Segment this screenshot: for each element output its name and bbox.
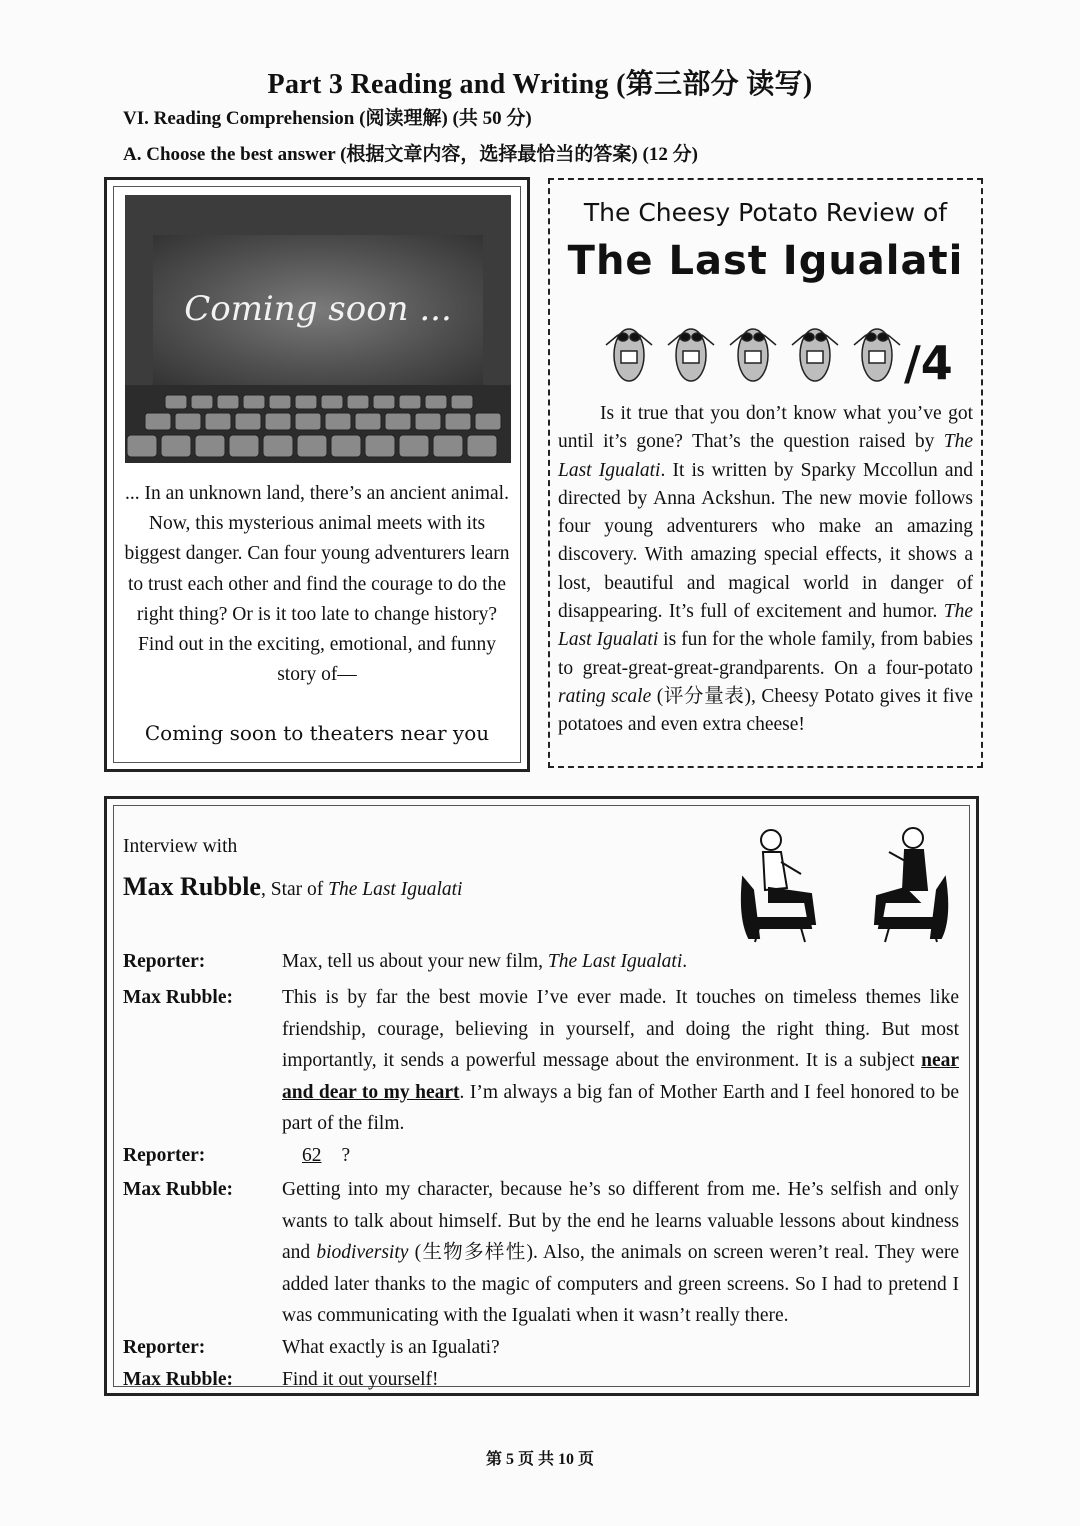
potato-review (548, 178, 983, 768)
coming-soon-caption: Coming soon ... (184, 289, 452, 329)
answer-1: This is by far the best movie I’ve ever made. It touches on timeless themes like friendship, courage, believing in yourself, and doing the right thing. But most importantly, it sends a powerful message about the environment. It is a subject near and dear to my heart. I’m always a big fan of Mother Earth and I feel honored to be part of the film. (282, 987, 959, 1134)
interview-illustration (729, 818, 969, 943)
speaker-reporter: Reporter: (123, 1337, 206, 1358)
movie-poster (104, 177, 530, 772)
poster-footer: Coming soon to theaters near you (144, 721, 490, 745)
section-vi-heading: VI. Reading Comprehension (阅读理解) (共 50 分) (123, 108, 532, 129)
potato-rating-icons (602, 305, 962, 395)
speaker-max: Max Rubble: (123, 1369, 233, 1390)
potato-icon (606, 329, 900, 381)
speaker-max: Max Rubble: (123, 987, 233, 1008)
interview-intro: Interview with (123, 836, 238, 857)
underlined-phrase: near and dear to my heart (282, 1050, 959, 1103)
poster-text: ... In an unknown land, there’s an ancient animal. Now, this mysterious animal meets with its biggest danger. Can four young adventurers learn to trust each other and find the courage to do the right thing? Or is it too late to change history? Find out in the exciting, emotional, and funny story of— (124, 483, 510, 686)
theater-seats-illustration (125, 195, 511, 463)
rating-scale-term: rating scale (558, 685, 652, 707)
interview-subject: Max Rubble, Star of The Last Igualati (123, 872, 463, 901)
interview-row-q2 (123, 1140, 959, 1172)
section-a-instruction: A. Choose the best answer (根据文章内容，选择最恰当的答案) (12 分) (123, 144, 698, 165)
question-2: 62 ? (282, 1140, 959, 1172)
review-header: The Cheesy Potato Review of (583, 198, 948, 227)
answer-2: Getting into my character, because he’s so different from me. He’s selfish and only wants to talk about himself. But by the end he learns valuable lessons about kindness and biodiversity (生物多样性). Also, the animals on screen weren’t real. They were added later thanks to the magic of computers and green screens. So I had to pretend I was communicating with the Igualati when it wasn’t really there. (282, 1179, 959, 1326)
review-text: Is it true that you don’t know what you’ve got until it’s gone? That’s the question raised by The Last Igualati. It is written by Sparky Mccollun and directed by Anna Ackshun. The new movie follows four young adventurers who make an amazing discovery. With amazing special effects, it shows a lost, beautiful and magical world in danger of disappearing. It’s full of excitement and humor. The Last Igualati is fun for the whole family, from babies to great-great-great-grandparents. On a four-potato rating scale (评分量表), Cheesy Potato gives it five potatoes and even extra cheese! (558, 403, 973, 736)
speaker-reporter: Reporter: (123, 1145, 206, 1166)
speaker-max: Max Rubble: (123, 1179, 233, 1200)
interview-row-q1 (123, 946, 959, 978)
interview-row-a1 (123, 982, 959, 1140)
movie-title-inline: The Last Igualati (558, 431, 973, 481)
blank-62: 62 (302, 1145, 322, 1166)
interview-row-a3 (123, 1364, 959, 1396)
theater-image (125, 195, 511, 463)
rating-suffix: /4 (904, 336, 953, 390)
speaker-reporter: Reporter: (123, 951, 206, 972)
part-title: Part 3 Reading and Writing (第三部分 读写) (267, 69, 813, 100)
review-movie-title: The Last Igualati (567, 238, 964, 284)
star-name: Max Rubble (123, 872, 261, 901)
interview-row-a2 (123, 1174, 959, 1332)
question-1: Max, tell us about your new film, The Last Igualati. (282, 951, 688, 972)
answer-3: Find it out yourself! (282, 1369, 439, 1390)
interview-row-q3 (123, 1332, 959, 1364)
question-3: What exactly is an Igualati? (282, 1337, 500, 1358)
page-number: 第 5 页 共 10 页 (485, 1451, 594, 1468)
interview-section (104, 796, 979, 1396)
